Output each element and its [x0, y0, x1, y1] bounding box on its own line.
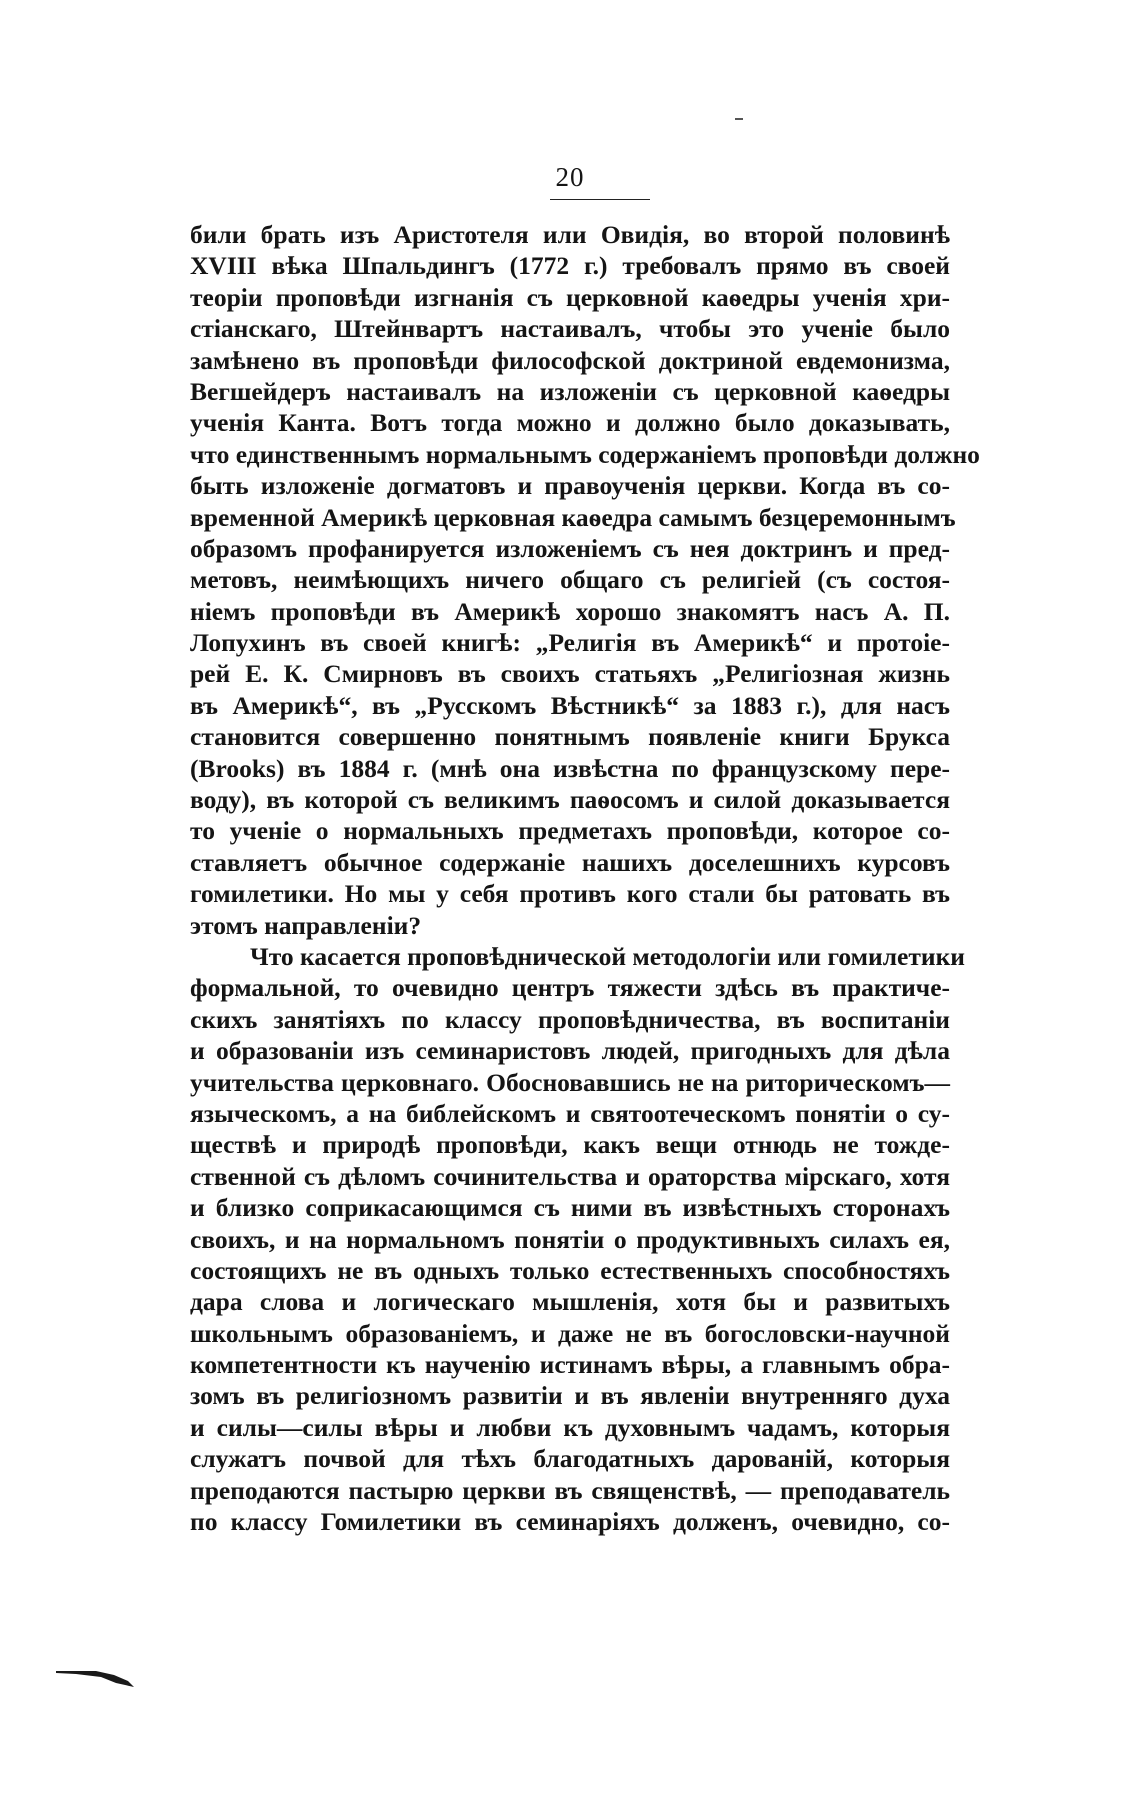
page-number-rule [550, 199, 650, 200]
text-line: Что касается проповѣднической методологіи или гомилетики [250, 941, 965, 971]
text-line: то ученіе о нормальныхъ предметахъ проповѣди, которое со- [190, 816, 950, 846]
text-line: замѣнено въ проповѣди философской доктриной евдемонизма, [190, 345, 950, 375]
text-line: временной Америкѣ церковная каѳедра самымъ безцеремоннымъ [190, 502, 956, 532]
text-line: воду), въ которой съ великимъ паѳосомъ и силой доказывается [190, 785, 950, 815]
text-line: теоріи проповѣди изгнанія съ церковной каѳедры ученія хри- [190, 282, 950, 312]
text-line: метовъ, неимѣющихъ ничего общаго съ религіей (съ состоя- [190, 565, 950, 595]
text-line: Лопухинъ въ своей книгѣ: „Религія въ Америкѣ“ и протоіе- [190, 628, 950, 658]
text-line: били брать изъ Аристотеля или Овидія, во второй половинѣ [190, 220, 950, 249]
text-line: своихъ, и на нормальномъ понятіи о продуктивныхъ силахъ ея, [190, 1224, 950, 1254]
text-line: образомъ профанируется изложеніемъ съ нея доктринъ и пред- [190, 533, 950, 563]
text-line: зомъ въ религіозномъ развитіи и въ явленіи внутренняго духа [190, 1381, 950, 1411]
text-line: скихъ занятіяхъ по классу проповѣдничества, въ воспитаніи [190, 1004, 950, 1034]
text-line: рей Е. К. Смирновъ въ своихъ статьяхъ „Религіозная жизнь [190, 659, 950, 689]
text-line: ставляетъ обычное содержаніе нашихъ доселешнихъ курсовъ [190, 847, 950, 877]
text-line: что единственнымъ нормальнымъ содержаніемъ проповѣди должно [190, 439, 980, 469]
text-line: служатъ почвой для тѣхъ благодатныхъ дарованій, которыя [190, 1444, 950, 1474]
text-line: въ Америкѣ“, въ „Русскомъ Вѣстникѣ“ за 1883 г.), для насъ [190, 690, 950, 720]
text-line: стіанскаго, Штейнвартъ настаивалъ, чтобы это ученіе было [190, 314, 950, 344]
page-number: 20 [555, 162, 585, 192]
text-line: по классу Гомилетики въ семинаріяхъ долженъ, очевидно, со- [190, 1507, 950, 1537]
text-line: ственной съ дѣломъ сочинительства и ораторства мірскаго, хотя [190, 1161, 950, 1191]
text-line: ществѣ и природѣ проповѣди, какъ вещи отнюдь не тожде- [190, 1130, 950, 1160]
text-line: и образованіи изъ семинаристовъ людей, пригодныхъ для дѣла [190, 1036, 950, 1066]
text-line: дара слова и логическаго мышленія, хотя бы и развитыхъ [190, 1287, 950, 1317]
text-line: XVIII вѣка Шпальдингъ (1772 г.) требовалъ прямо въ своей [190, 251, 950, 281]
body-text [190, 219, 980, 1537]
text-line: этомъ направленіи? [190, 910, 422, 940]
text-line: ученія Канта. Вотъ тогда можно и должно было доказывать, [190, 408, 950, 438]
text-line: формальной, то очевидно центръ тяжести здѣсь въ практиче- [190, 973, 950, 1003]
text-line: ніемъ проповѣди въ Америкѣ хорошо знакомятъ насъ А. П. [190, 596, 950, 626]
text-line: и силы—силы вѣры и любви къ духовнымъ чадамъ, которыя [190, 1412, 950, 1442]
page-edge-mark [56, 1665, 136, 1689]
text-line: состоящихъ не въ одныхъ только естественныхъ способностяхъ [190, 1255, 950, 1285]
text-line: языческомъ, а на библейскомъ и святоотеческомъ понятіи о су- [190, 1098, 950, 1128]
stray-mark [735, 118, 743, 120]
text-line: становится совершенно понятнымъ появленіе книги Брукса [190, 722, 950, 752]
text-line: и близко соприкасающимся съ ними въ извѣстныхъ сторонахъ [190, 1193, 950, 1223]
text-line: школьнымъ образованіемъ, и даже не въ богословски-научной [190, 1318, 950, 1348]
text-line: компетентности къ наученію истинамъ вѣры, а главнымъ обра- [190, 1350, 950, 1380]
text-line: Вегшейдеръ настаивалъ на изложеніи съ церковной каѳедры [190, 376, 950, 406]
text-line: быть изложеніе догматовъ и правоученія церкви. Когда въ со- [190, 471, 950, 501]
text-line: учительства церковнаго. Обосновавшись не на риторическомъ— [190, 1067, 950, 1097]
text-line: гомилетики. Но мы у себя противъ кого стали бы ратовать въ [190, 879, 950, 909]
text-line: преподаются пастырю церкви въ священствѣ, — преподаватель [190, 1475, 950, 1505]
text-line: (Brooks) въ 1884 г. (мнѣ она извѣстна по французскому пере- [190, 753, 950, 783]
